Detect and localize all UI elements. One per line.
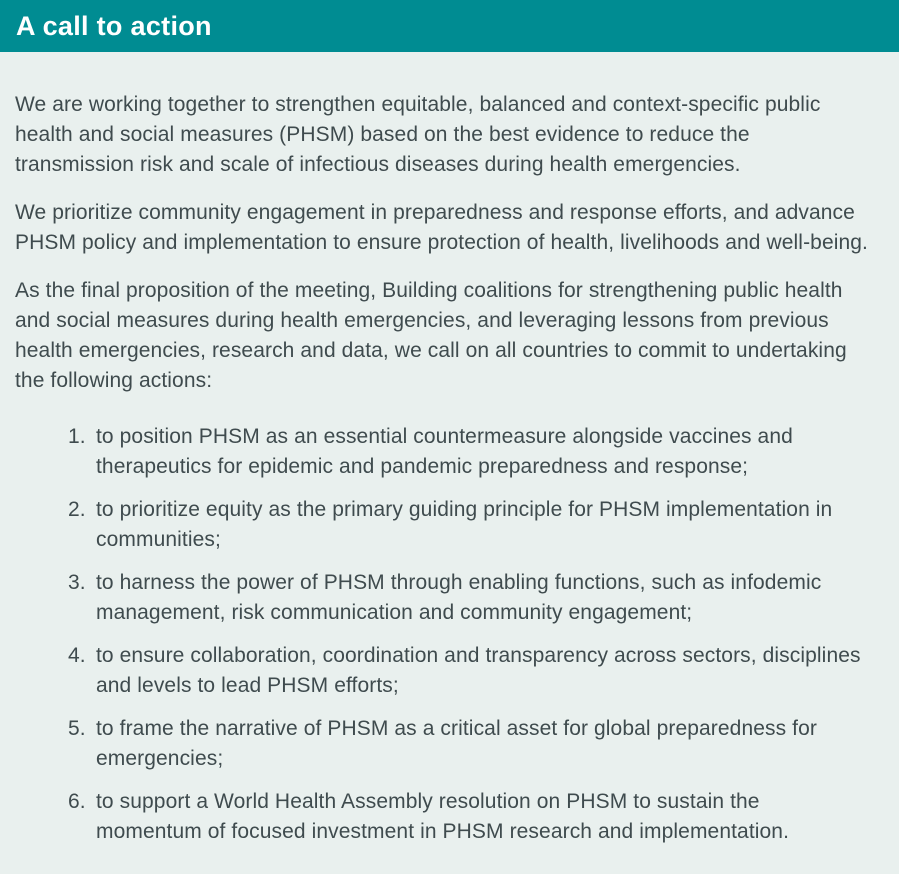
action-list-item bbox=[68, 568, 869, 628]
list-item-number: 4. bbox=[68, 644, 86, 667]
list-item-text: to support a World Health Assembly resolution on PHSM to sustain the momentum of focused investment in PHSM research and implementation. bbox=[96, 790, 790, 843]
list-item-text: to ensure collaboration, coordination and transparency across sectors, disciplines and levels to lead PHSM efforts; bbox=[96, 644, 861, 697]
paragraph-intro: We are working together to strengthen equitable, balanced and context-specific public health and social measures (PHSM) based on the best evidence to reduce the transmission risk and scale of infectious diseases during health emergencies. bbox=[15, 93, 821, 176]
list-item-number: 6. bbox=[68, 790, 86, 813]
action-list-item bbox=[68, 714, 869, 774]
section-title: A call to action bbox=[16, 10, 212, 41]
list-item-text: to prioritize equity as the primary guiding principle for PHSM implementation in communities; bbox=[96, 498, 833, 551]
list-item-number: 2. bbox=[68, 498, 86, 521]
list-item-number: 3. bbox=[68, 571, 86, 594]
action-list bbox=[15, 422, 869, 847]
action-list-item bbox=[68, 495, 869, 555]
list-item-number: 5. bbox=[68, 717, 86, 740]
section-content bbox=[0, 52, 899, 867]
list-item-text: to position PHSM as an essential countermeasure alongside vaccines and therapeutics for epidemic and pandemic preparedness and response; bbox=[96, 425, 793, 478]
action-list-item bbox=[68, 787, 869, 847]
paragraph-proposition: As the final proposition of the meeting, Building coalitions for strengthening public health and social measures during health emergencies, and leveraging lessons from previous health emergencies, research and data, we call on all countries to commit to undertaking the following actions: bbox=[15, 279, 847, 392]
list-item-text: to harness the power of PHSM through enabling functions, such as infodemic management, risk communication and community engagement; bbox=[96, 571, 822, 624]
list-item-text: to frame the narrative of PHSM as a critical asset for global preparedness for emergencies; bbox=[96, 717, 817, 770]
section-header-band bbox=[0, 0, 899, 52]
paragraph-priorities: We prioritize community engagement in preparedness and response efforts, and advance PHSM policy and implementation to ensure protection of health, livelihoods and well-being. bbox=[15, 201, 868, 254]
action-list-item bbox=[68, 641, 869, 701]
action-list-item bbox=[68, 422, 869, 482]
list-item-number: 1. bbox=[68, 425, 86, 448]
